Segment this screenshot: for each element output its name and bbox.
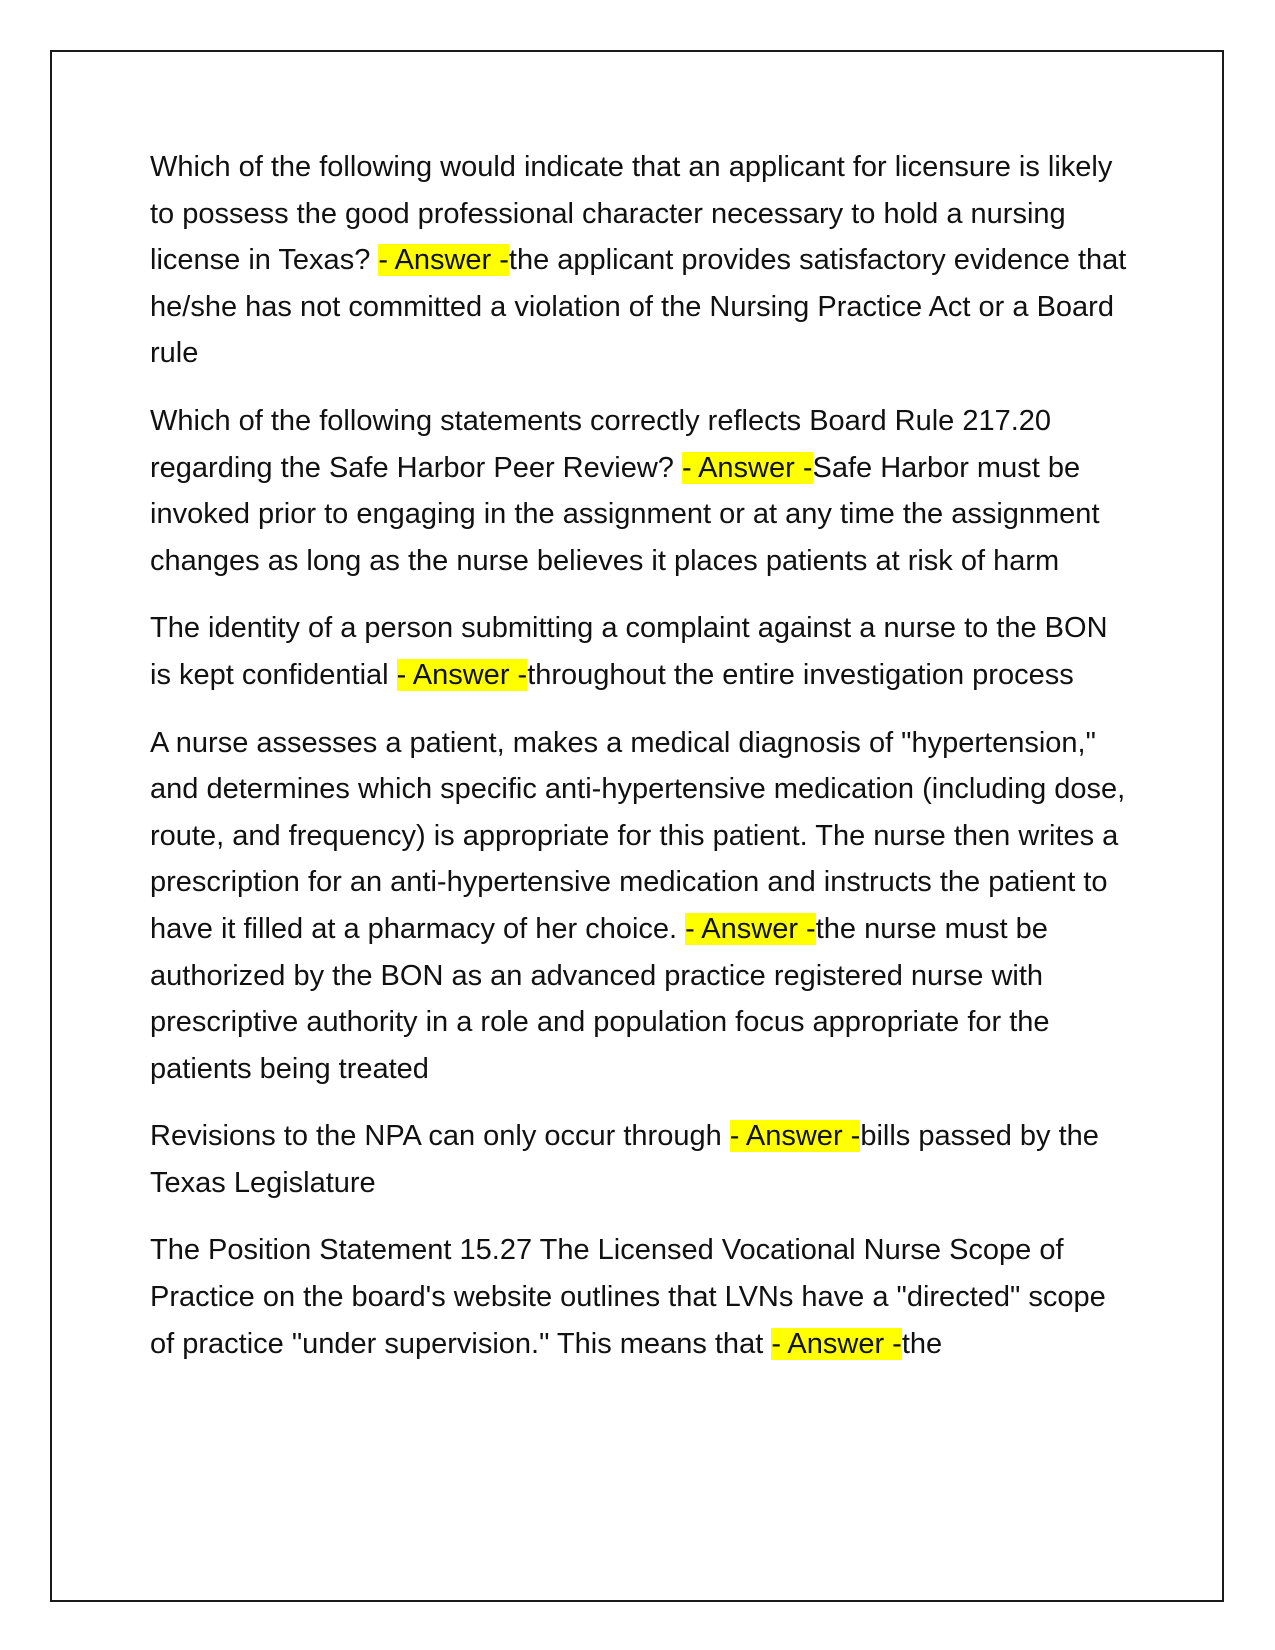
question-text: Which of the following statements correctly reflects Board Rule 217.20 regarding the Safe Harbor Peer Review? [150,404,1052,484]
qa-item-2 [150,398,1130,584]
qa-item-4 [150,720,1130,1093]
question-text: The identity of a person submitting a complaint against a nurse to the BON is kept confidential [150,612,1108,691]
answer-text: bills passed by the Texas Legislature [150,1120,1099,1199]
answer-marker: - Answer - [729,1120,861,1153]
answer-text: throughout the entire investigation process [527,658,1074,691]
answer-marker: - Answer - [396,658,528,691]
answer-text: Safe Harbor must be invoked prior to engaging in the assignment or at any time the assignment changes as long as the nurse believes it places patients at risk of harm [150,451,1100,577]
answer-marker: - Answer - [771,1327,902,1360]
question-text: Which of the following would indicate that an applicant for licensure is likely to possess the good professional character necessary to hold a nursing license in Texas? [150,151,1113,277]
answer-marker: - Answer - [685,912,816,945]
question-text: A nurse assesses a patient, makes a medical diagnosis of "hypertension," and determines which specific anti-hypertensive medication (including dose, route, and frequency) is appropriate for this patient. The nurse then writes a prescription for an anti-hypertensive medication and instructs the patient to have it filled at a pharmacy of her choice. [150,726,1126,945]
answer-text: the nurse must be authorized by the BON as an advanced practice registered nurse with prescriptive authority in a role and population focus appropriate for the patients being treated [150,912,1050,1085]
qa-item-6 [150,1227,1130,1367]
qa-item-3 [150,605,1130,698]
qa-item-5 [150,1113,1130,1206]
document-body [150,144,1130,1388]
answer-marker: - Answer - [681,451,813,484]
question-text: Revisions to the NPA can only occur through [150,1120,730,1153]
answer-text: the [901,1327,943,1360]
answer-text: the applicant provides satisfactory evidence that he/she has not committed a violation of the Nursing Practice Act or a Board rule [150,244,1127,370]
qa-item-1 [150,144,1130,377]
answer-marker: - Answer - [378,244,509,277]
question-text: The Position Statement 15.27 The Licensed Vocational Nurse Scope of Practice on the board's website outlines that LVNs have a "directed" scope of practice "under supervision." This means that [150,1234,1106,1360]
